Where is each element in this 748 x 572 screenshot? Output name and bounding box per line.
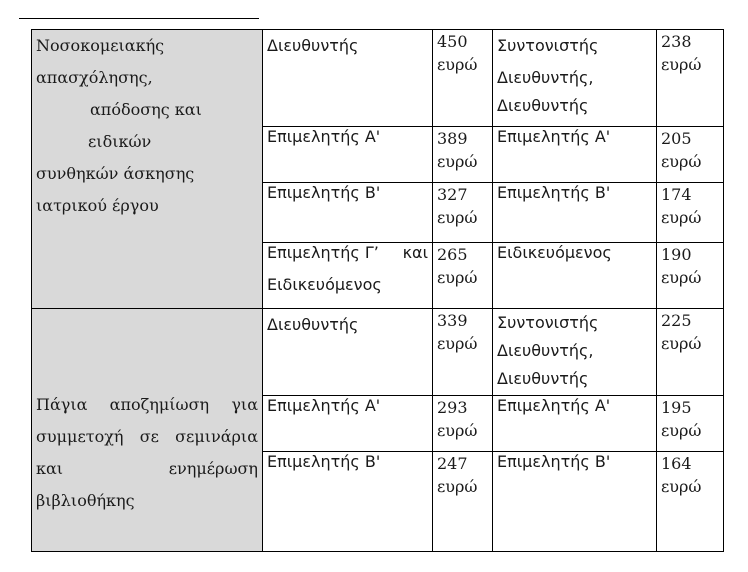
amount-cell bbox=[657, 396, 724, 452]
amount-cell bbox=[657, 452, 724, 552]
role-label: Επιμελητής Β' bbox=[267, 183, 381, 202]
amount-value: 195 bbox=[661, 398, 692, 417]
amount-value: 164 bbox=[661, 454, 692, 473]
category-line: ιατρικού έργου bbox=[36, 196, 159, 215]
amount-value: 174 bbox=[661, 185, 692, 204]
role-label: Ειδικευόμενος bbox=[497, 243, 612, 262]
category-cell-seminar-compensation bbox=[32, 309, 263, 552]
amount-unit: ευρώ bbox=[661, 477, 702, 496]
role-cell bbox=[493, 396, 657, 452]
role-label: Επιμελητής Β' bbox=[497, 183, 611, 202]
amount-unit: ευρώ bbox=[661, 268, 702, 287]
amount-value: 450 bbox=[437, 32, 468, 51]
role-label: Επιμελητής Α' bbox=[267, 127, 381, 146]
category-line: Νοσοκομειακής bbox=[36, 36, 165, 55]
category-line: συμμετοχή σε σεμινάρια bbox=[36, 427, 258, 446]
role-label: Συντονιστής bbox=[497, 313, 599, 332]
compensation-table bbox=[31, 29, 724, 552]
role-cell bbox=[263, 183, 433, 243]
role-label: Διευθυντής bbox=[267, 315, 359, 334]
amount-cell bbox=[433, 127, 493, 183]
role-label: Επιμελητής Γ’ bbox=[267, 243, 379, 262]
amount-cell bbox=[657, 309, 724, 396]
role-label: Επιμελητής Β' bbox=[267, 452, 381, 471]
amount-value: 327 bbox=[437, 185, 468, 204]
table-row bbox=[32, 30, 724, 127]
role-cell bbox=[493, 309, 657, 396]
category-line: Πάγια αποζημίωση για bbox=[36, 395, 258, 414]
role-cell bbox=[263, 396, 433, 452]
amount-value: 389 bbox=[437, 129, 468, 148]
table-row bbox=[32, 309, 724, 396]
role-label: Διευθυντής, bbox=[497, 341, 594, 360]
role-label: Διευθυντής bbox=[267, 36, 359, 55]
role-cell bbox=[493, 452, 657, 552]
amount-value: 205 bbox=[661, 129, 692, 148]
amount-cell bbox=[657, 243, 724, 309]
role-label: και bbox=[402, 243, 428, 262]
role-cell bbox=[493, 183, 657, 243]
amount-value: 225 bbox=[661, 311, 692, 330]
amount-unit: ευρώ bbox=[661, 334, 702, 353]
amount-value: 238 bbox=[661, 32, 692, 51]
amount-unit: ευρώ bbox=[437, 477, 478, 496]
role-label: Επιμελητής Α' bbox=[267, 396, 381, 415]
category-line: βιβλιοθήκης bbox=[36, 491, 135, 510]
role-cell bbox=[263, 243, 433, 309]
role-label: Διευθυντής bbox=[497, 369, 589, 388]
role-cell bbox=[263, 309, 433, 396]
amount-cell bbox=[657, 183, 724, 243]
amount-unit: ευρώ bbox=[437, 334, 478, 353]
amount-unit: ευρώ bbox=[661, 152, 702, 171]
amount-value: 247 bbox=[437, 454, 468, 473]
category-line: συνθηκών άσκησης bbox=[36, 164, 195, 183]
role-cell bbox=[263, 452, 433, 552]
role-label: Διευθυντής, bbox=[497, 68, 594, 87]
amount-cell bbox=[433, 452, 493, 552]
amount-cell bbox=[433, 309, 493, 396]
category-line: και ενημέρωση bbox=[36, 459, 258, 478]
role-label: Ειδικευόμενος bbox=[267, 275, 382, 294]
amount-unit: ευρώ bbox=[661, 421, 702, 440]
amount-unit: ευρώ bbox=[437, 208, 478, 227]
amount-cell bbox=[433, 183, 493, 243]
amount-cell bbox=[433, 396, 493, 452]
category-cell-hospital-employment bbox=[32, 30, 263, 309]
amount-value: 339 bbox=[437, 311, 468, 330]
role-cell bbox=[493, 127, 657, 183]
amount-value: 265 bbox=[437, 245, 468, 264]
category-line: ειδικών bbox=[88, 132, 152, 151]
role-cell bbox=[493, 30, 657, 127]
amount-value: 190 bbox=[661, 245, 692, 264]
amount-unit: ευρώ bbox=[437, 55, 478, 74]
amount-cell bbox=[657, 127, 724, 183]
amount-unit: ευρώ bbox=[661, 208, 702, 227]
role-cell bbox=[263, 30, 433, 127]
amount-cell bbox=[433, 243, 493, 309]
role-label: Συντονιστής bbox=[497, 36, 599, 55]
amount-unit: ευρώ bbox=[437, 152, 478, 171]
footnote-separator-line bbox=[19, 18, 259, 19]
role-label: Επιμελητής Β' bbox=[497, 452, 611, 471]
role-label: Επιμελητής Α' bbox=[497, 127, 611, 146]
role-cell bbox=[493, 243, 657, 309]
role-cell bbox=[263, 127, 433, 183]
amount-unit: ευρώ bbox=[437, 421, 478, 440]
amount-cell bbox=[657, 30, 724, 127]
amount-unit: ευρώ bbox=[437, 268, 478, 287]
amount-value: 293 bbox=[437, 398, 468, 417]
category-line: απόδοσης και bbox=[90, 100, 202, 119]
role-label: Επιμελητής Α' bbox=[497, 396, 611, 415]
role-label: Διευθυντής bbox=[497, 96, 589, 115]
amount-cell bbox=[433, 30, 493, 127]
amount-unit: ευρώ bbox=[661, 55, 702, 74]
category-line: απασχόλησης, bbox=[36, 68, 153, 87]
